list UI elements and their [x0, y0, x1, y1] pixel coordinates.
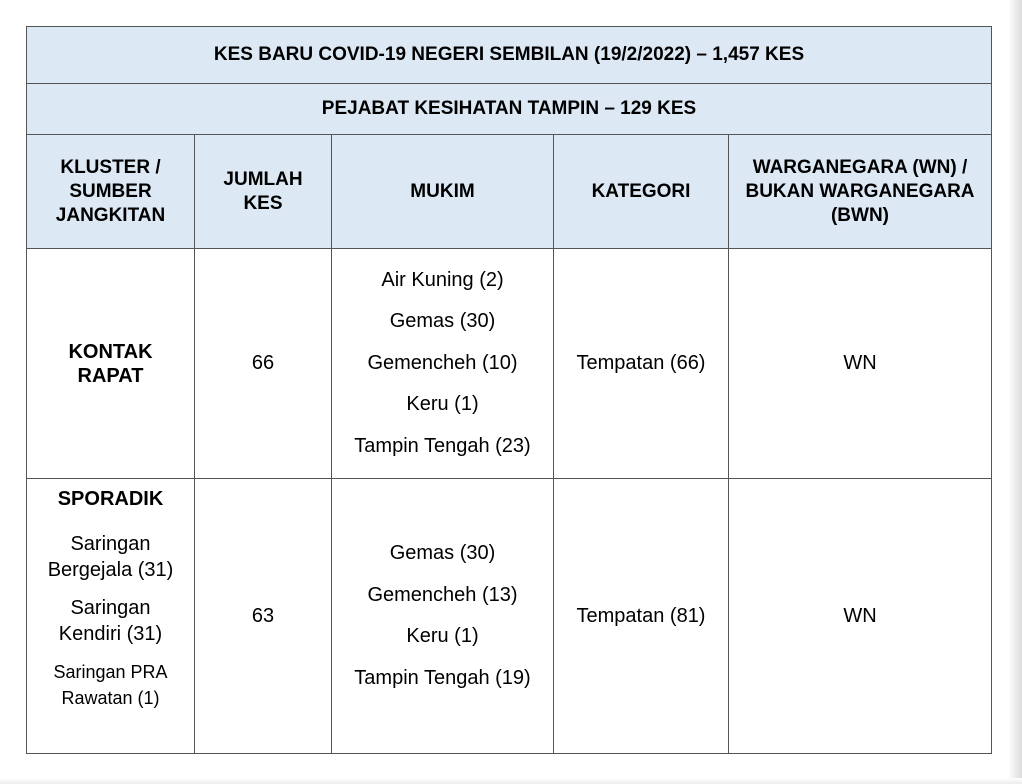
mukim-item: Gemencheh (13) [367, 583, 518, 606]
mukim-item: Keru (1) [406, 625, 479, 647]
mukim-item: Tampin Tengah (19) [354, 666, 531, 689]
mukim-item: Air Kuning (2) [381, 268, 504, 291]
mukim-item: Gemencheh (10) [367, 351, 518, 374]
header-citizen: WARGANEGARA (WN) / BUKAN WARGANEGARA (BWN) [729, 135, 992, 249]
table-subtitle-row [27, 84, 992, 135]
mukim-cell [332, 479, 554, 754]
table-row [27, 479, 992, 754]
header-count: JUMLAH KES [195, 135, 332, 249]
page-bottom-shadow [0, 778, 1022, 784]
category-cell: Tempatan (81) [554, 479, 729, 754]
source-subitem: Saringan PRA Rawatan (1) [53, 662, 168, 708]
mukim-item: Tampin Tengah (23) [354, 434, 531, 457]
table-subtitle: PEJABAT KESIHATAN TAMPIN – 129 KES [27, 84, 992, 135]
count-cell: 63 [195, 479, 332, 754]
source-subitem: Saringan Bergejala (31) [47, 533, 174, 581]
header-source: KLUSTER / SUMBER JANGKITAN [27, 135, 195, 249]
citizen-cell: WN [729, 249, 992, 479]
header-category: KATEGORI [554, 135, 729, 249]
category-cell: Tempatan (66) [554, 249, 729, 479]
covid-cases-table [26, 26, 992, 754]
header-mukim: MUKIM [332, 135, 554, 249]
citizen-cell: WN [729, 479, 992, 754]
mukim-item: Gemas (30) [389, 310, 496, 333]
table-title-row [27, 27, 992, 84]
mukim-item: Keru (1) [406, 393, 479, 416]
table-row [27, 249, 992, 479]
column-header-row [27, 135, 992, 249]
mukim-item: Gemas (30) [389, 542, 496, 564]
source-label: SPORADIK [57, 488, 164, 510]
table-title: KES BARU COVID-19 NEGERI SEMBILAN (19/2/2022) – 1,457 KES [27, 27, 992, 84]
source-cell [27, 479, 195, 754]
count-cell: 66 [195, 249, 332, 479]
source-cell [27, 249, 195, 479]
mukim-cell [332, 249, 554, 479]
source-subitem: Saringan Kendiri (31) [58, 597, 163, 645]
page-edge-shadow [1008, 0, 1022, 784]
source-label: KONTAK RAPAT [68, 340, 153, 387]
